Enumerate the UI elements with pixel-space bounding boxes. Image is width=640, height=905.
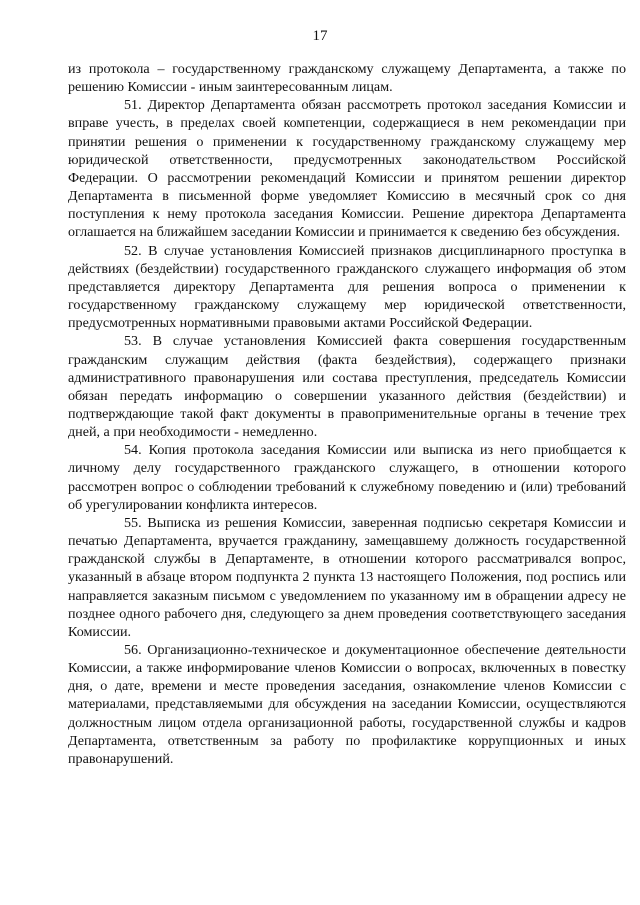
paragraph-56: 56. Организационно-техническое и документационное обеспечение деятельности Комиссии, а также информирование членов Комиссии о вопросах, включенных в повестку дня, о дате, времени и месте проведения заседания, ознакомление членов Комиссии с материалами, представляемыми для обсуждения на заседании Комиссии, осуществляются должностным лицом отдела организационной работы, государственной службы и кадров Департамента, ответственным за работу по профилактике коррупционных и иных правонарушений. xyxy=(68,642,626,767)
document-body xyxy=(68,60,626,768)
paragraph-51: 51. Директор Департамента обязан рассмотреть протокол заседания Комиссии и вправе учесть, в пределах своей компетенции, содержащиеся в нем рекомендации при принятии решения о применении к государственному гражданскому служащему мер юридической ответственности, предусмотренных законодательством Российской Федерации. О рассмотрении рекомендаций Комиссии и принятом решении директор Департамента в письменной форме уведомляет Комиссию в месячный срок со дня поступления к нему протокола заседания Комиссии. Решение директора Департамента оглашается на ближайшем заседании Комиссии и принимается к сведению без обсуждения. xyxy=(68,97,626,241)
paragraph-55: 55. Выписка из решения Комиссии, заверенная подписью секретаря Комиссии и печатью Департамента, вручается гражданину, замещавшему должность государственной гражданской службы в Департаменте, в отношении которого рассматривался вопрос, указанный в абзаце втором подпункта 2 пункта 13 настоящего Положения, под роспись или направляется заказным письмом с уведомлением по указанному им в обращении адресу не позднее одного рабочего дня, следующего за днем проведения соответствующего заседания Комиссии. xyxy=(68,514,626,640)
paragraph-54: 54. Копия протокола заседания Комиссии или выписка из него приобщается к личному делу государственного гражданского служащего, в отношении которого рассмотрен вопрос о соблюдении требований к служебному поведению и (или) требований об урегулировании конфликта интересов. xyxy=(68,442,626,513)
page-number: 17 xyxy=(312,28,328,44)
paragraph-continuation: из протокола – государственному гражданскому служащему Департамента, а также по решению Комиссии - иным заинтересованным лицам. xyxy=(68,61,626,96)
paragraph-52: 52. В случае установления Комиссией признаков дисциплинарного проступка в действиях (бездействии) государственного гражданского служащего информация об этом представляется директору Департамента для решения вопроса о применении к государственному гражданскому служащему мер юридической ответственности, предусмотренных нормативными правовыми актами Российской Федерации. xyxy=(68,242,626,332)
paragraph-53: 53. В случае установления Комиссией факта совершения государственным гражданским служащим действия (факта бездействия), содержащего признаки административного правонарушения или состава преступления, председатель Комиссии обязан передать информацию о совершении указанного действия (бездействии) и подтверждающие такой факт документы в правоприменительные органы в течение трех дней, а при необходимости - немедленно. xyxy=(68,333,626,441)
